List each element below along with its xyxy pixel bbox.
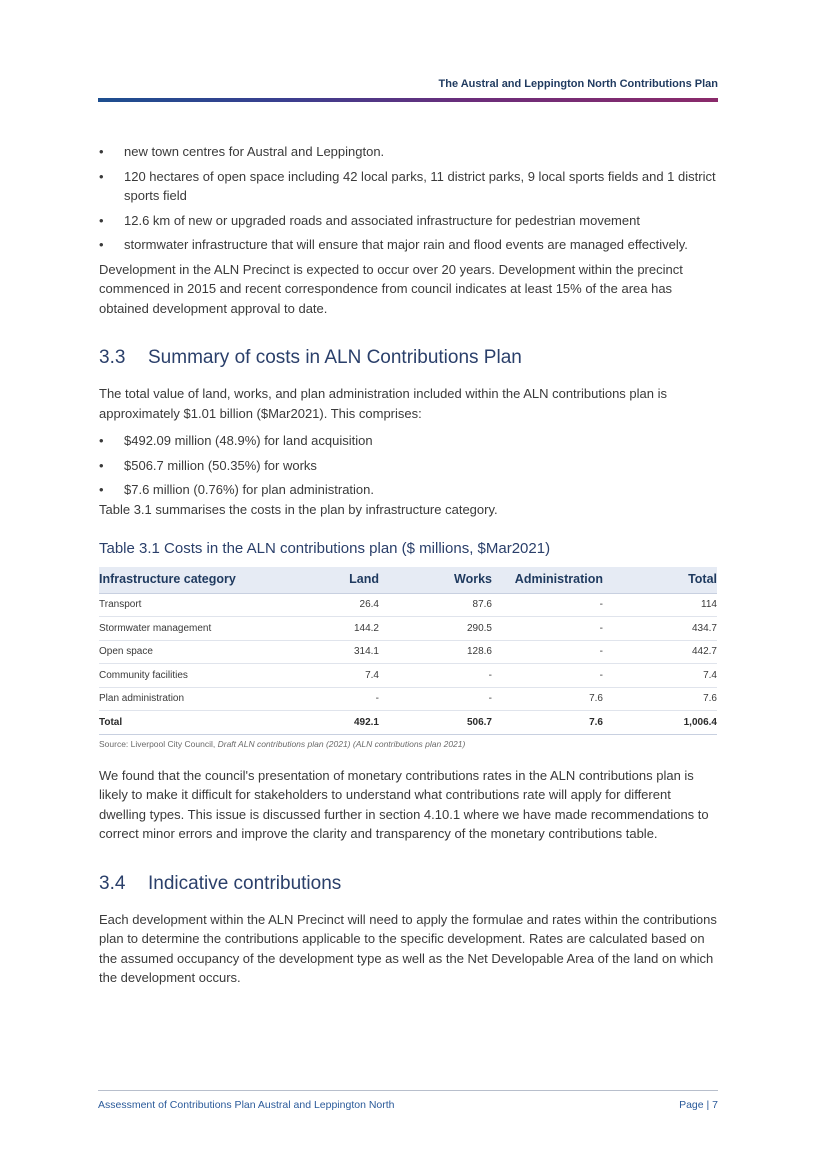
table-cell: 7.4 xyxy=(603,664,717,688)
column-header: Land xyxy=(299,567,379,593)
section-title: Summary of costs in ALN Contributions Plan xyxy=(148,347,522,368)
table-cell: - xyxy=(492,640,603,664)
table-cell: 26.4 xyxy=(299,593,379,617)
table-row xyxy=(99,593,717,617)
table-cell: 144.2 xyxy=(299,617,379,641)
table-cell: 290.5 xyxy=(379,617,492,641)
table-row xyxy=(99,617,717,641)
table-reference: Table 3.1 summarises the costs in the plan by infrastructure category. xyxy=(99,501,498,517)
table-cell: 506.7 xyxy=(379,711,492,735)
table-source-note xyxy=(99,739,717,750)
table-cell: Community facilities xyxy=(99,664,299,688)
table-cell: 7.4 xyxy=(299,664,379,688)
table-row xyxy=(99,640,717,664)
list-item: • $7.6 million (0.76%) for plan administration. xyxy=(99,480,717,500)
list-item: • new town centres for Austral and Leppington. xyxy=(99,142,717,162)
section-heading-3-4 xyxy=(99,872,717,896)
column-header: Administration xyxy=(492,567,603,593)
page-number: Page | 7 xyxy=(679,1099,718,1111)
cost-bullet-list xyxy=(99,431,717,500)
list-item: • 12.6 km of new or upgraded roads and associated infrastructure for pedestrian movement xyxy=(99,211,717,231)
table-cell: Open space xyxy=(99,640,299,664)
table-cell: Stormwater management xyxy=(99,617,299,641)
page-content xyxy=(99,142,717,996)
section-heading-3-3 xyxy=(99,346,717,370)
list-item: • 120 hectares of open space including 42 local parks, 11 district parks, 9 local sports fields and 1 district sports field xyxy=(99,167,717,206)
table-row xyxy=(99,664,717,688)
table-cell: - xyxy=(379,664,492,688)
table-cell: 314.1 xyxy=(299,640,379,664)
table-cell: Transport xyxy=(99,593,299,617)
footer-document-title: Assessment of Contributions Plan Austral and Leppington North xyxy=(98,1099,395,1111)
table-cell: 434.7 xyxy=(603,617,717,641)
section-number: 3.3 xyxy=(99,347,126,368)
header-rule xyxy=(98,98,718,102)
table-cell: - xyxy=(492,664,603,688)
table-cell: - xyxy=(379,687,492,711)
column-header: Total xyxy=(603,567,717,593)
table-cell: - xyxy=(492,617,603,641)
table-header-row xyxy=(99,567,717,593)
table-cell: - xyxy=(492,593,603,617)
table-cell: Plan administration xyxy=(99,687,299,711)
table-cell: 7.6 xyxy=(603,687,717,711)
intro-paragraph: Development in the ALN Precinct is expected to occur over 20 years. Development within the precinct commenced in 2015 and recent correspondence from council indicates at least 15% of the area has obtained development approval to date. xyxy=(99,261,683,316)
source-prefix: Source: Liverpool City Council, xyxy=(99,738,218,749)
table-cell: 87.6 xyxy=(379,593,492,617)
table-caption: Table 3.1 Costs in the ALN contributions plan ($ millions, $Mar2021) xyxy=(99,540,551,557)
table-row xyxy=(99,687,717,711)
table-cell: 114 xyxy=(603,593,717,617)
column-header: Works xyxy=(379,567,492,593)
page-header-title: The Austral and Leppington North Contributions Plan xyxy=(438,78,718,90)
list-item: • $506.7 million (50.35%) for works xyxy=(99,456,717,476)
list-item: • stormwater infrastructure that will ensure that major rain and flood events are managed effectively. xyxy=(99,235,717,255)
footer-rule xyxy=(98,1090,718,1091)
analysis-paragraph: We found that the council's presentation of monetary contributions rates in the ALN contributions plan is likely to make it difficult for stakeholders to understand what contributions rate will apply for different dwelling types. This issue is discussed further in section 4.10.1 where we have made recommendations to correct minor errors and improve the clarity and transparency of the monetary contributions table. xyxy=(99,767,709,841)
source-title: Draft ALN contributions plan (2021) (ALN contributions plan 2021) xyxy=(217,738,466,749)
column-header: Infrastructure category xyxy=(99,567,299,593)
section-number: 3.4 xyxy=(99,872,126,894)
table-cell: Total xyxy=(99,711,299,735)
indicative-paragraph: Each development within the ALN Precinct will need to apply the formulae and rates within the contributions plan to determine the contributions applicable to the specific development. Rates are calculated based on the assumed occupancy of the development type as well as the Net Developable Area of the land on which the development occurs. xyxy=(99,911,717,985)
table-cell: 128.6 xyxy=(379,640,492,664)
table-cell: 492.1 xyxy=(299,711,379,735)
table-cell: 442.7 xyxy=(603,640,717,664)
table-cell: 7.6 xyxy=(492,711,603,735)
section-title: Indicative contributions xyxy=(148,872,342,894)
table-cell: 7.6 xyxy=(492,687,603,711)
intro-bullet-list xyxy=(99,142,717,255)
list-item: • $492.09 million (48.9%) for land acquisition xyxy=(99,431,717,451)
table-cell: - xyxy=(299,687,379,711)
summary-paragraph: The total value of land, works, and plan administration included within the ALN contributions plan is approximately $1.01 billion ($Mar2021). This comprises: xyxy=(99,386,667,421)
table-total-row xyxy=(99,711,717,735)
costs-table xyxy=(99,567,717,735)
table-cell: 1,006.4 xyxy=(603,711,717,735)
